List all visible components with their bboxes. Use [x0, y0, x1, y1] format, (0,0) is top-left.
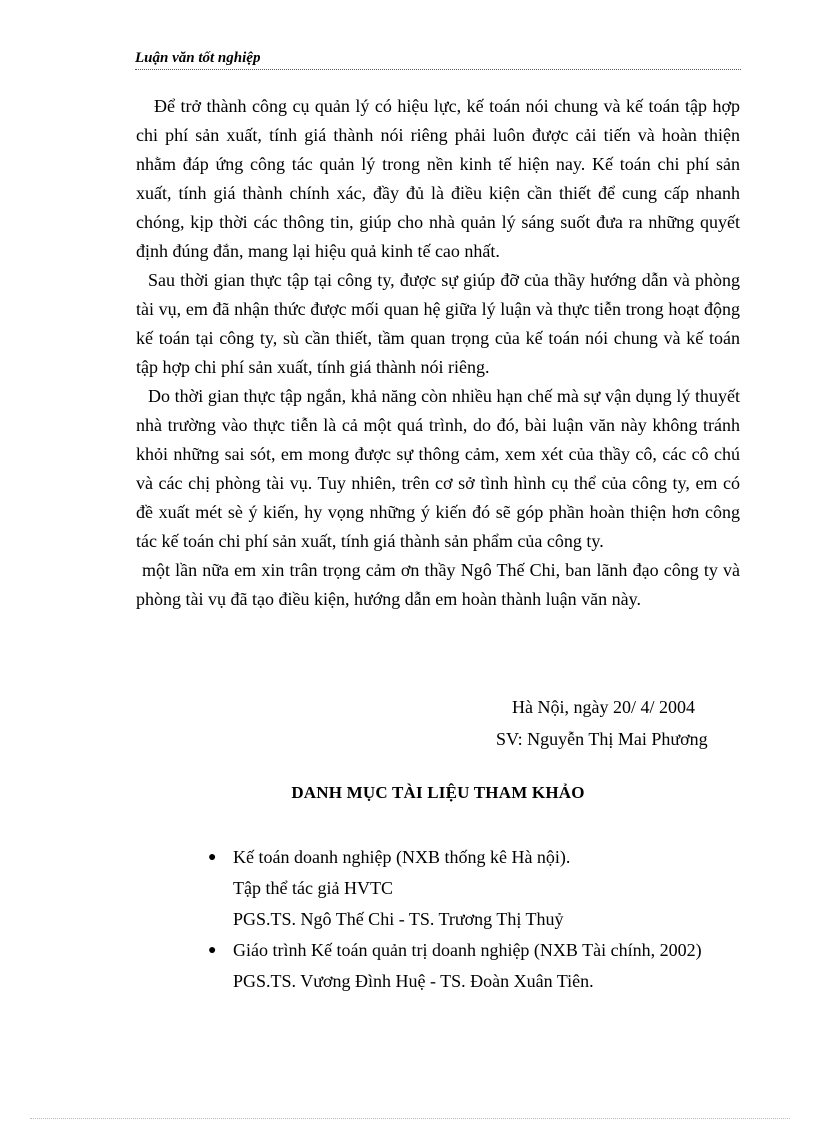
reference-authors: PGS.TS. Ngô Thế Chi - TS. Trương Thị Thuỷ	[233, 909, 564, 929]
paragraph-1: Để trở thành công cụ quản lý có hiệu lực, kế toán nói chung và kế toán tập hợp chi phí sản xuất, tính giá thành nói riêng phải luôn được cải tiến và hoàn thiện nhằm đáp ứng công tác quản lý trong nền kinh tế hiện nay. Kế toán chi phí sản xuất, tính giá thành chính xác, đầy đủ là điều kiện cần thiết để cung cấp nhanh chóng, kịp thời các thông tin, giúp cho nhà quản lý sáng suốt đưa ra những quyết định đúng đắn, mang lại hiệu quả kinh tế cao nhất.	[136, 96, 740, 261]
reference-authors: PGS.TS. Vương Đình Huệ - TS. Đoàn Xuân Tiên.	[233, 971, 594, 991]
bullet-icon: ●	[208, 943, 217, 958]
signature-place-date: Hà Nội, ngày 20/ 4/ 2004	[512, 697, 695, 717]
reference-title: Kế toán doanh nghiệp (NXB thống kê Hà nội).	[233, 847, 571, 867]
references-title: DANH MỤC TÀI LIỆU THAM KHẢO	[291, 783, 585, 802]
reference-title: Giáo trình Kế toán quản trị doanh nghiệp (NXB Tài chính, 2002)	[233, 940, 702, 960]
paragraph-4: một lần nữa em xin trân trọng cảm ơn thầy Ngô Thế Chi, ban lãnh đạo công ty và phòng tài vụ đã tạo điều kiện, hướng dẫn em hoàn thành luận văn này.	[136, 560, 740, 609]
reference-item	[208, 842, 768, 935]
paragraph-2: Sau thời gian thực tập tại công ty, được sự giúp đỡ của thầy hướng dẫn và phòng tài vụ, em đã nhận thức được mối quan hệ giữa lý luận và thực tiễn trong hoạt động kế toán tại công ty, sù cần thiết, tầm quan trọng của kế toán nói chung và kế toán tập hợp chi phí sản xuất, tính giá thành nói riêng.	[136, 270, 740, 377]
page-footer-divider	[30, 1118, 790, 1119]
page-header-title: Luận văn tốt nghiệp	[135, 48, 741, 70]
body-text	[136, 92, 740, 614]
reference-publisher: Tập thể tác giả HVTC	[233, 878, 393, 898]
signature-student: SV: Nguyễn Thị Mai Phương	[496, 729, 708, 749]
reference-item	[208, 935, 768, 997]
bullet-icon: ●	[208, 850, 217, 865]
paragraph-3: Do thời gian thực tập ngắn, khả năng còn nhiều hạn chế mà sự vận dụng lý thuyết nhà trường vào thực tiễn là cả một quá trình, do đó, bài luận văn này không tránh khỏi những sai sót, em mong được sự thông cảm, xem xét của thầy cô, các cô chú và các chị phòng tài vụ. Tuy nhiên, trên cơ sở tình hình cụ thể của công ty, em có đề xuất mét sè ý kiến, hy vọng những ý kiến đó sẽ góp phần hoàn thiện hơn công tác kế toán chi phí sản xuất, tính giá thành sản phẩm của công ty.	[136, 386, 740, 551]
references-list	[208, 842, 768, 997]
